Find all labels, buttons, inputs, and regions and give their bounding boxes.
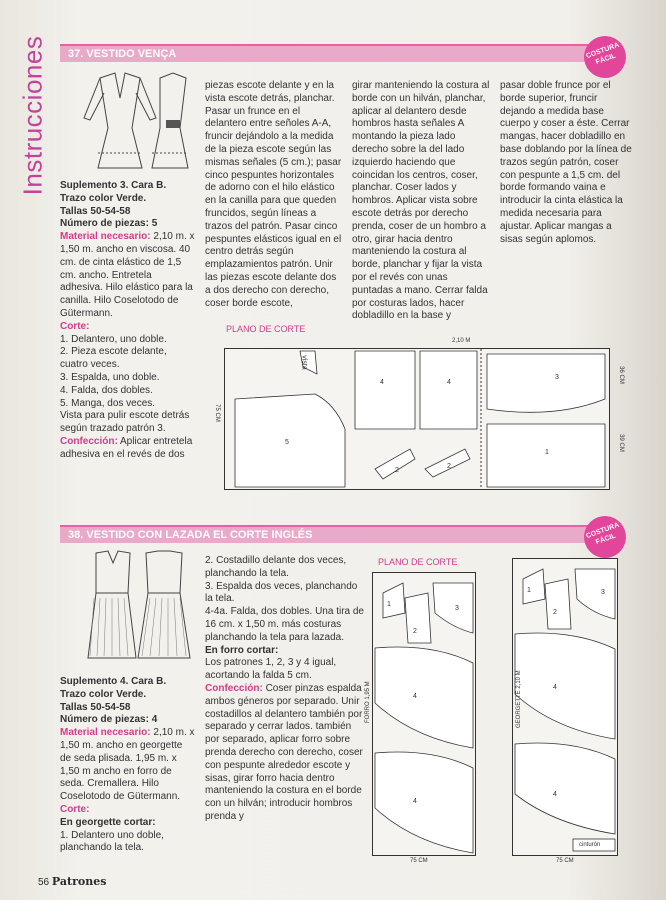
piece-2a: 2 [395, 467, 399, 474]
piece-1: 1 [387, 601, 391, 608]
section-37-badge: COSTURA FÁCIL [578, 30, 632, 84]
section-37-number: 37. [68, 48, 84, 60]
piece-4: 4 [413, 693, 417, 700]
forro-text: Los patrones 1, 2, 3 y 4 igual, acortando la falda 5 cm. [205, 657, 337, 682]
piece-3: 3 [601, 589, 605, 596]
section-37-col2: piezas escote delante y en la vista escote detrás, planchar. Pasar un frunce en el delantero entre señoles A-A, fruncir dejándolo a la medida de la pieza escote según las mismas señales (5 cm.); pasar cinco pespuntes horizontales de adorno con el hilo elástico en la canilla para que queden fruncidos, según líneas a trazos del patrón. Pasar cinco pespuntes elásticos igual en el centro detrás según emplazamientos patrón. Unir las piezas escote delante dos a dos derecho con derecho, coser borde escote, [205, 80, 342, 309]
corte-item: 3. Espalda dos veces, planchando la tela. [205, 580, 358, 605]
plan-37-right-bottom: 39 CM [617, 434, 624, 452]
material-label: Material necesario: [60, 231, 151, 243]
piece-4: 4 [553, 791, 557, 798]
plan-38-label: PLANO DE CORTE [378, 557, 458, 567]
corte-item: 5. Manga, dos veces. [60, 397, 156, 409]
info-line: Número de piezas: 5 [60, 218, 158, 230]
section-37-col4: pasar doble frunce por el borde superior, fruncir dejando a medida base cuerpo y coser a éste. Cerrar mangas, hacer dobladillo en base doblando por la línea de trazos según patrón, coser con pespunte a 1,5 cm. del borde formando vaina e introducir la cinta elástica la medida necesaria para ajustar. Aplicar mangas a sisas según aplomos. [500, 80, 632, 245]
section-38-col1 [60, 676, 195, 855]
piece-1: 1 [527, 587, 531, 594]
info-line: Número de piezas: 4 [60, 714, 158, 726]
dress-38-illustration [78, 548, 198, 663]
piece-4a: 4 [380, 379, 384, 386]
georgette-label: GEORGETTE 2,10 M [516, 670, 522, 728]
piece-5: 5 [285, 439, 289, 446]
material-text: 2,10 m. x 1,50 m. ancho en viscosa. 40 cm. de cinta elástico de 1,5 cm. ancho. Entretela adhesiva. Hilo elástico para la canilla. Hilo Coselotodo de Gütermann. [60, 231, 195, 319]
info-line: Tallas 50-54-58 [60, 701, 131, 713]
piece-4: 4 [413, 798, 417, 805]
piece-2b: 2 [447, 463, 451, 470]
section-37-header [60, 44, 608, 62]
side-title: Instrucciones [17, 35, 48, 196]
corte-item: Vista para pulir escote detrás según trazado patrón 3. [60, 410, 190, 435]
piece-2: 2 [553, 609, 557, 616]
info-line: Tallas 50-54-58 [60, 205, 131, 217]
plan-38-forro [372, 572, 476, 856]
brand-logo: Patrones [51, 875, 107, 888]
confeccion-label: Confección: [205, 682, 263, 694]
forro-width: 75 CM [410, 858, 428, 864]
corte-item: 4. Falda, dos dobles. [60, 384, 153, 396]
material-label: Material necesario: [60, 727, 151, 739]
cinturon-label: cinturón [579, 842, 601, 848]
page-footer [38, 875, 106, 888]
info-line: Trazo color Verde. [60, 688, 147, 700]
corte-item: 1. Delantero uno doble, planchando la tela. [60, 829, 164, 854]
corte-item: 2. Pieza escote delante, cuatro veces. [60, 346, 167, 371]
plan-37-label: PLANO DE CORTE [226, 324, 306, 334]
section-38-title: VESTIDO CON LAZADA EL CORTE INGLÉS [86, 529, 313, 541]
section-37-col1 [60, 180, 195, 462]
corte-item: 2. Costadillo delante dos veces, planchando la tela. [205, 555, 347, 579]
en-georgette: En georgette cortar: [60, 816, 156, 828]
corte-item: 4-4a. Falda, dos dobles. Una tira de 16 cm. x 1,50 m. más costuras planchando la tela para lazada. [205, 606, 364, 643]
corte-label: Corte: [60, 803, 90, 815]
corte-label: Corte: [60, 320, 90, 332]
piece-4b: 4 [447, 379, 451, 386]
info-line: Trazo color Verde. [60, 192, 147, 204]
section-38-header [60, 525, 608, 543]
confeccion-text: Aplicar entretela adhesiva en el revés de dos [60, 435, 193, 460]
confeccion-text: Coser pinzas espalda ambos géneros por separado. Unir costadillos al delantero también por separado y cerrar lados. también por separado, aplicar forro sobre prenda derecho con derecho, coser con pespunte alrededor escote y sisas, girar forro hacia dentro manteniendo la costura en el borde con un hilván; introducir hombros prenda y [205, 682, 363, 822]
dress-37-illustration [70, 68, 200, 178]
info-line: Suplemento 4. Cara B. [60, 676, 167, 687]
piece-3: 3 [555, 374, 559, 381]
corte-item: 3. Espalda, uno doble. [60, 371, 160, 383]
plan-38-georgette [512, 558, 618, 856]
piece-3: 3 [455, 605, 459, 612]
plan-37-layout [224, 348, 610, 490]
piece-1: 1 [545, 449, 549, 456]
plan-37-right-top: 36 CM [617, 366, 624, 384]
section-38-number: 38. [68, 529, 84, 541]
section-37-title: VESTIDO VENÇA [86, 48, 177, 60]
material-text: 2,10 m. x 1,50 m. ancho en georgette de seda plisada. 1,95 m. x 1,50 m ancho en forro de seda. Cremallera. Hilo Coselotodo de Gütermann. [60, 727, 195, 803]
georgette-width: 75 CM [556, 858, 574, 864]
corte-item: 1. Delantero, uno doble. [60, 333, 167, 345]
plan-37-height: 75 CM [213, 404, 220, 422]
vista-label: vista [300, 355, 308, 370]
en-forro: En forro cortar: [205, 644, 279, 656]
section-38-col2 [205, 555, 365, 824]
section-37-col3: girar manteniendo la costura al borde con un hilván, planchar, aplicar al delantero desde hombros hasta señales A montando la pieza lado derecho sobre la del lado izquierdo haciendo que coincidan los centros, coser, planchar. Coser lados y hombros. Aplicar vista sobre escote detrás por derecho prenda, coser de un hombro a otro, girar hacia dentro manteniendo la costura al borde, planchar y fijar la vista por el revés con unas puntadas a mano. Cerrar falda por costuras lados, hacer dobladillo en la base y [352, 80, 490, 322]
confeccion-label: Confección: [60, 435, 118, 447]
forro-label: FORRO 1,95 M [365, 681, 371, 723]
section-38-badge: COSTURA FÁCIL [578, 510, 632, 564]
piece-2: 2 [413, 628, 417, 635]
page-number: 56 [38, 877, 50, 888]
plan-37-width: 2,10 M [452, 338, 471, 344]
piece-4: 4 [553, 684, 557, 691]
info-line: Suplemento 3. Cara B. [60, 180, 167, 191]
